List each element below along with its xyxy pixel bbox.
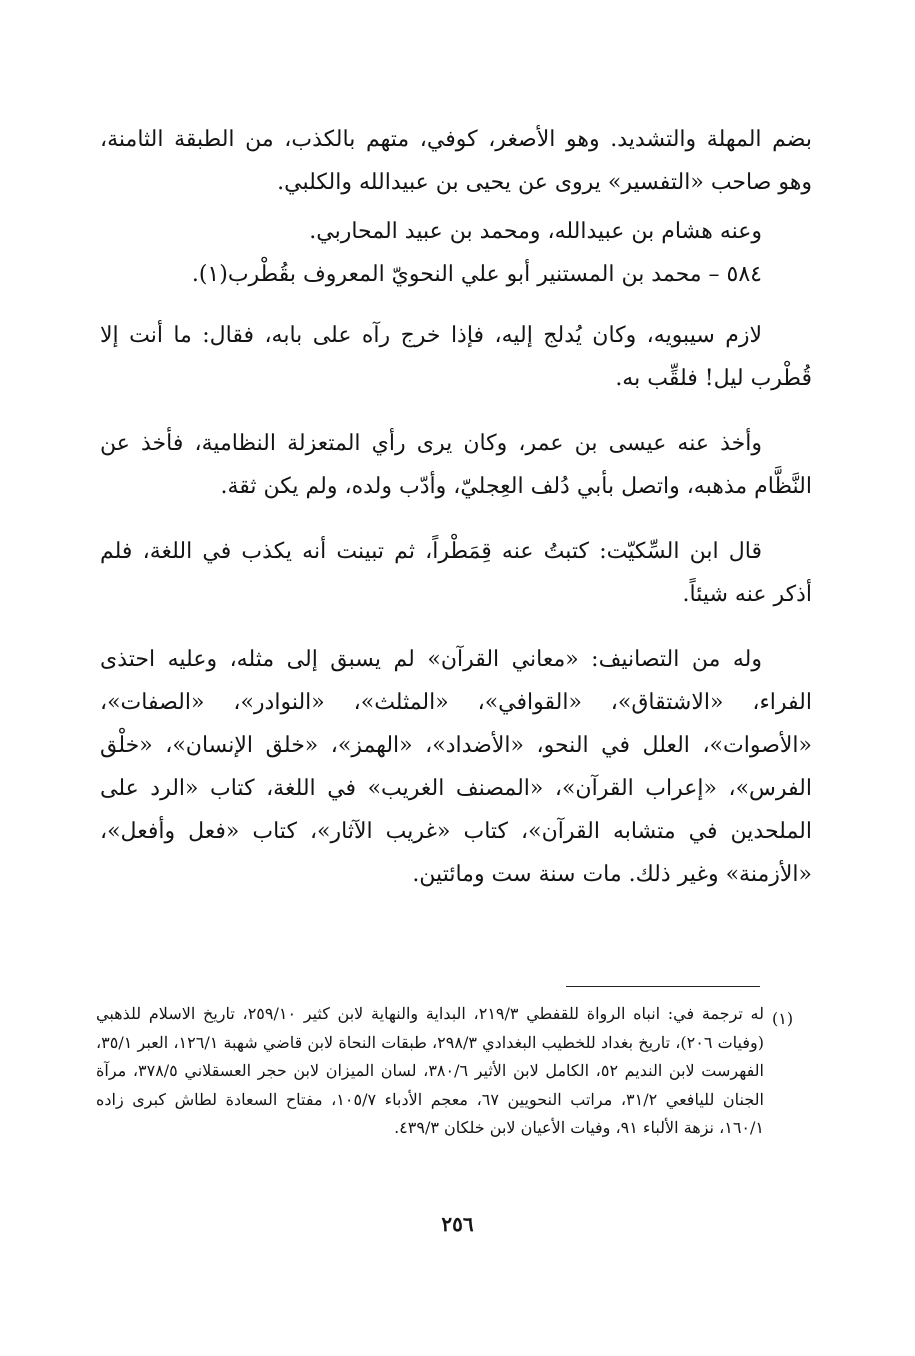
- footnote: [96, 1000, 794, 1143]
- paragraph-3: لازم سيبويه، وكان يُدلج إليه، فإذا خرج رآه على بابه، فقال: ما أنت إلا قُطْرب ليل! فلقِّب به.: [100, 323, 812, 391]
- paragraph-6: وله من التصانيف: «معاني القرآن» لم يسبق إلى مثله، وعليه احتذى الفراء، «الاشتقاق»، «القوافي»، «المثلث»، «النوادر»، «الصفات»، «الأصوات»، العلل في النحو، «الأضداد»، «الهمز»، «خلق الإنسان»، «خلْق الفرس»، «إعراب القرآن»، «المصنف الغريب» في اللغة، كتاب «الرد على الملحدين في متشابه القرآن»، كتاب «غريب الآثار»، كتاب «فعل وأفعل»، «الأزمنة» وغير ذلك. مات سنة ست ومائتين.: [100, 647, 812, 887]
- footnote-text: له ترجمة في: انباه الرواة للقفطي ٢١٩/٣، البداية والنهاية لابن كثير ٢٥٩/١٠، تاريخ الاسلام للذهبي (وفيات ٢٠٦)، تاريخ بغداد للخطيب البغدادي ٢٩٨/٣، طبقات النحاة لابن قاضي شهبة ١٢٦/١، العبر ٣٥/١، الفهرست لابن النديم ٥٢، الكامل لابن الأثير ٣٨٠/٦، لسان الميزان لابن حجر العسقلاني ٣٧٨/٥، مرآة الجنان لليافعي ٣١/٢، مراتب النحويين ٦٧، معجم الأدباء ١٠٥/٧، مفتاح السعادة لطاش كبرى زاده ١٦٠/١، نزهة الألباء ٩١، وفيات الأعيان لابن خلكان ٤٣٩/٣.: [96, 1004, 765, 1137]
- entry-heading-584: ٥٨٤ – محمد بن المستنير أبو علي النحويّ المعروف بقُطْرب(١).: [191, 262, 762, 287]
- paragraph-4: وأخذ عنه عيسى بن عمر، وكان يرى رأي المتعزلة النظامية، فأخذ عن النَّظَّام مذهبه، واتصل بأبي دُلف العِجليّ، وأدّب ولده، ولم يكن ثقة.: [100, 431, 812, 499]
- main-text: [100, 118, 812, 896]
- footnote-divider: [566, 986, 760, 987]
- paragraph-1: بضم المهلة والتشديد. وهو الأصغر، كوفي، متهم بالكذب، من الطبقة الثامنة، وهو صاحب «التفسير» يروى عن يحيى بن عبيدالله والكلبي.: [100, 127, 812, 195]
- page-number: ٢٥٦: [441, 1212, 474, 1236]
- footnote-marker: (١): [772, 1009, 794, 1028]
- paragraph-5: قال ابن السِّكيّت: كتبتُ عنه قِمَطْراً، ثم تبينت أنه يكذب في اللغة، فلم أذكر عنه شيئاً.: [100, 539, 812, 607]
- paragraph-2: وعنه هشام بن عبيدالله، ومحمد بن عبيد المحاربي.: [309, 219, 762, 244]
